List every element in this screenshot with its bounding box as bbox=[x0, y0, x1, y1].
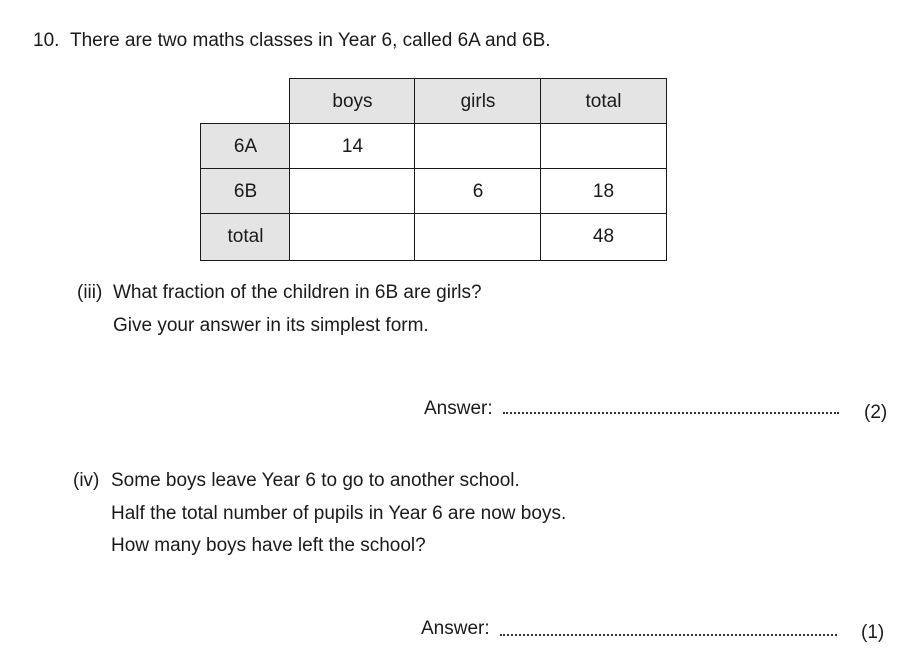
part-iv-label: (iv) bbox=[73, 470, 100, 491]
part-iii-marks: (2) bbox=[864, 402, 888, 423]
question-intro: There are two maths classes in Year 6, called 6A and 6B. bbox=[70, 30, 551, 51]
header-girls: girls bbox=[414, 78, 542, 125]
row-label-6a: 6A bbox=[200, 123, 291, 170]
cell-total-boys[interactable] bbox=[289, 213, 416, 261]
cell-6b-total[interactable]: 18 bbox=[540, 168, 667, 215]
cell-6a-boys[interactable]: 14 bbox=[289, 123, 416, 170]
cell-total-total[interactable]: 48 bbox=[540, 213, 667, 261]
part-iii-answer-line[interactable] bbox=[503, 412, 839, 414]
header-total: total bbox=[540, 78, 667, 125]
cell-6a-total[interactable] bbox=[540, 123, 667, 170]
part-iii-question: What fraction of the children in 6B are girls? bbox=[113, 282, 482, 303]
row-label-6b: 6B bbox=[200, 168, 291, 215]
cell-6b-girls[interactable]: 6 bbox=[414, 168, 542, 215]
part-iv-marks: (1) bbox=[861, 622, 885, 643]
cell-6b-boys[interactable] bbox=[289, 168, 416, 215]
row-label-total: total bbox=[200, 213, 291, 261]
part-iv-question: How many boys have left the school? bbox=[111, 535, 426, 556]
question-number: 10. bbox=[33, 30, 60, 51]
part-iii-label: (iii) bbox=[77, 282, 103, 303]
part-iv-answer-label: Answer: bbox=[421, 618, 490, 639]
cell-6a-girls[interactable] bbox=[414, 123, 542, 170]
part-iii-instruction: Give your answer in its simplest form. bbox=[113, 315, 429, 336]
part-iv-answer-line[interactable] bbox=[500, 634, 837, 636]
header-boys: boys bbox=[289, 78, 416, 125]
cell-total-girls[interactable] bbox=[414, 213, 542, 261]
part-iv-line2: Half the total number of pupils in Year 6 are now boys. bbox=[111, 503, 567, 524]
part-iii-answer-label: Answer: bbox=[424, 398, 493, 419]
part-iv-line1: Some boys leave Year 6 to go to another school. bbox=[111, 470, 520, 491]
